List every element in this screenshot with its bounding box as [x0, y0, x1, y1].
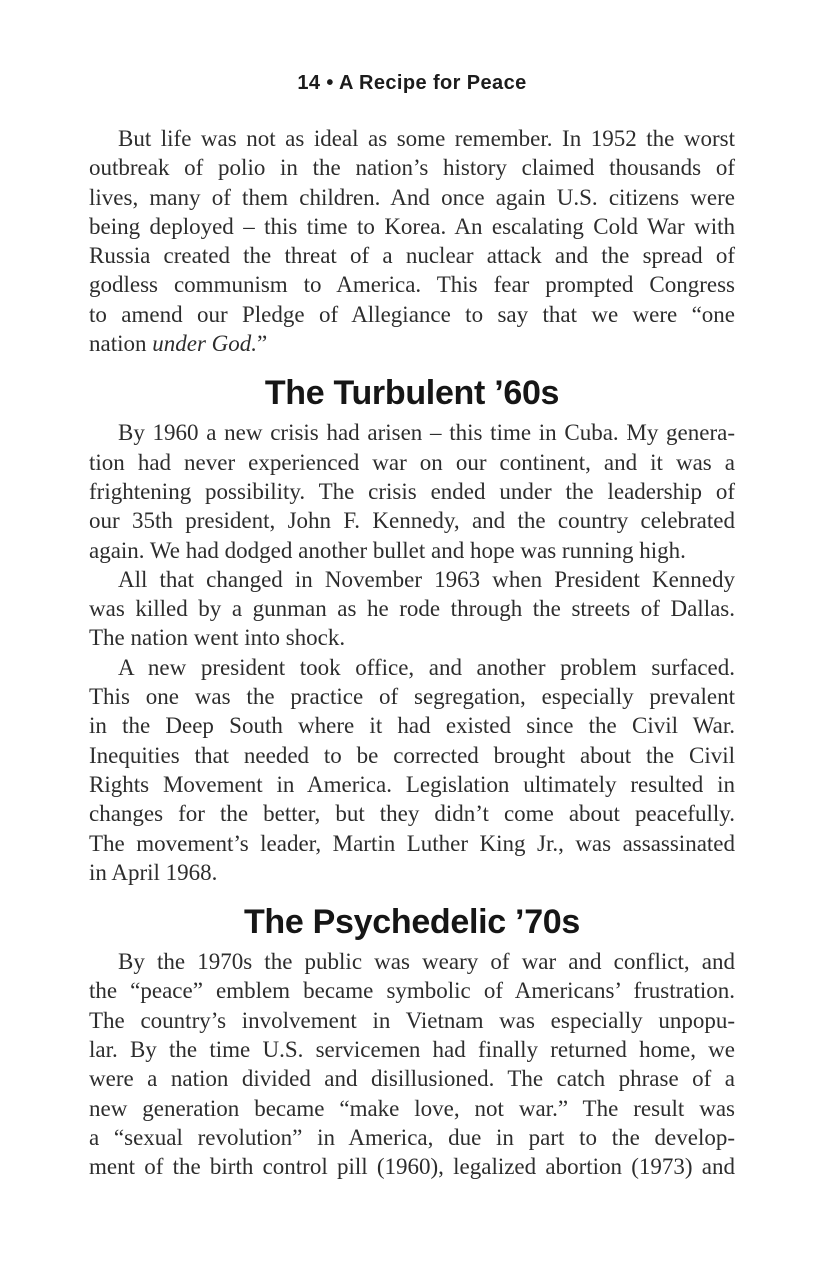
section-heading-psychedelic-70s: The Psychedelic ’70s	[243, 903, 581, 942]
text-line: was killed by a gunman as he rode through the streets of Dallas.	[89, 596, 735, 622]
text-segment: nation	[89, 331, 153, 357]
text-line: being deployed – this time to Korea. An escalating Cold War with	[89, 213, 735, 239]
text-line: a “sexual revolution” in America, due in part to the develop-	[89, 1124, 735, 1150]
text-line: the “peace” emblem became symbolic of Americans’ frustration.	[89, 978, 735, 1004]
text-line: A new president took office, and another problem surfaced.	[118, 654, 735, 680]
section-heading-turbulent-60s: The Turbulent ’60s	[264, 374, 560, 413]
text-line: new generation became “make love, not war.” The result was	[89, 1095, 735, 1121]
paragraph	[89, 124, 735, 358]
text-line: By the 1970s the public was weary of war and conflict, and	[118, 949, 735, 975]
paragraph	[89, 565, 735, 653]
text-line: to amend our Pledge of Allegiance to say that we were “one	[89, 301, 735, 327]
text-line: The nation went into shock.	[89, 625, 346, 651]
page-content	[89, 124, 735, 1182]
text-line: in the Deep South where it had existed since the Civil War.	[89, 713, 735, 739]
text-line: again. We had dodged another bullet and hope was running high.	[89, 537, 686, 563]
text-line: our 35th president, John F. Kennedy, and the country celebrated	[89, 508, 735, 534]
running-head: 14 • A Recipe for Peace	[297, 72, 527, 94]
text-line: All that changed in November 1963 when President Kennedy	[118, 566, 735, 592]
text-line: changes for the better, but they didn’t come about peacefully.	[89, 801, 735, 827]
text-line: Russia created the threat of a nuclear attack and the spread of	[89, 243, 735, 269]
text-line: The country’s involvement in Vietnam was especially unpopu-	[89, 1007, 735, 1033]
text-line: godless communism to America. This fear prompted Congress	[89, 272, 735, 298]
text-line: Inequities that needed to be corrected brought about the Civil	[89, 742, 735, 768]
paragraph	[89, 418, 735, 564]
paragraph	[89, 947, 735, 1181]
text-line: lar. By the time U.S. servicemen had finally returned home, we	[89, 1037, 735, 1063]
text-line: tion had never experienced war on our continent, and it was a	[89, 449, 735, 475]
paragraph	[89, 653, 735, 887]
italic-text: under God.	[152, 331, 258, 357]
text-segment: ”	[257, 331, 268, 357]
text-line: were a nation divided and disillusioned. The catch phrase of a	[89, 1066, 735, 1092]
text-line: But life was not as ideal as some remember. In 1952 the worst	[118, 126, 735, 151]
text-line: ment of the birth control pill (1960), legalized abortion (1973) and	[89, 1154, 735, 1180]
text-line: in April 1968.	[89, 859, 218, 885]
text-line: By 1960 a new crisis had arisen – this time in Cuba. My genera-	[118, 420, 735, 446]
text-line: Rights Movement in America. Legislation ultimately resulted in	[89, 771, 735, 797]
text-line: This one was the practice of segregation, especially prevalent	[89, 684, 735, 710]
text-line: frightening possibility. The crisis ended under the leadership of	[89, 478, 735, 504]
text-line: outbreak of polio in the nation’s history claimed thousands of	[89, 155, 735, 181]
text-line	[89, 329, 735, 358]
text-line: The movement’s leader, Martin Luther King Jr., was assassinated	[89, 830, 735, 856]
text-line: lives, many of them children. And once again U.S. citizens were	[89, 184, 735, 210]
